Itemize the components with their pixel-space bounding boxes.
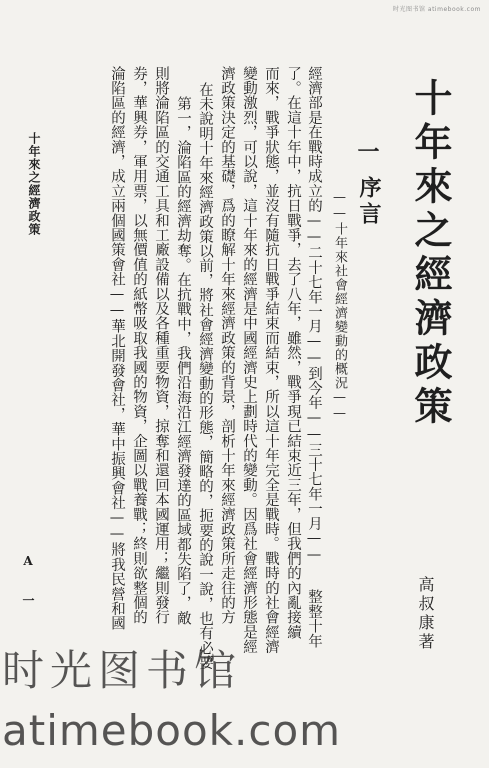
section-title: 序言 [356,176,382,228]
body-column: 變動激烈，可以說，這十年來的經濟是中國經濟史上劃時代的變動。因爲社會經濟形態是經 [241,66,257,654]
body-column: 淪陷區的經濟，成立兩個國策會社——華北開發會社，華中振興會社——將我民營和國 [109,66,125,631]
body-column: 券，華興券，軍用票，以無價值的紙幣吸取我國的物資，企圖以戰養戰；終則欲整個的 [131,66,147,625]
section-number: 一 [354,140,380,162]
body-column: 而來，戰爭狀態，並沒有隨抗日戰爭結束而結束，所以這十年完全是戰時。戰時的社會經濟 [263,66,279,654]
author-line: 高叔康著 [416,576,435,652]
body-column: 則將淪陷區的交通工具和工廠設備以及各種重要物資，掠奪和還回本國運用；繼則發行 [153,66,169,625]
watermark-url: atimebook.com [2,706,342,755]
body-column: 整整十年 [306,560,322,649]
body-column: 第一，淪陷區的經濟劫奪。在抗戰中，我們沿海沿江經濟發達的區域都失陷了，敵 [175,96,191,626]
body-column: 濟政策決定的基礎，爲的瞭解十年來經濟政策的背景，剖析十年來經濟政策所走往的方 [219,66,235,625]
chapter-title: 十年來之經濟政策 [408,78,453,430]
section-subtitle: ——十年來社會經濟變動的概況—— [332,190,347,422]
site-mark: 时光图书馆 atimebook.com [393,6,481,13]
page-number: A 一 [21,554,35,612]
watermark-chinese: 时光图书馆 [2,646,243,695]
body-column: 了。在這十年中，抗日戰爭，去了八年，雖然，戰爭現已結束近三年，但我們的內亂接續 [285,66,301,640]
body-column-lead: 經濟部是在戰時成立的——二十七年一月——到今年——三十七年一月—— [306,66,322,564]
running-head: 十年來之經濟政策 [27,132,41,236]
body-column: 在未說明十年來經濟政策以前，將社會經濟變動的形態，簡略的，扼要的說一說，也有必要 [197,82,213,670]
